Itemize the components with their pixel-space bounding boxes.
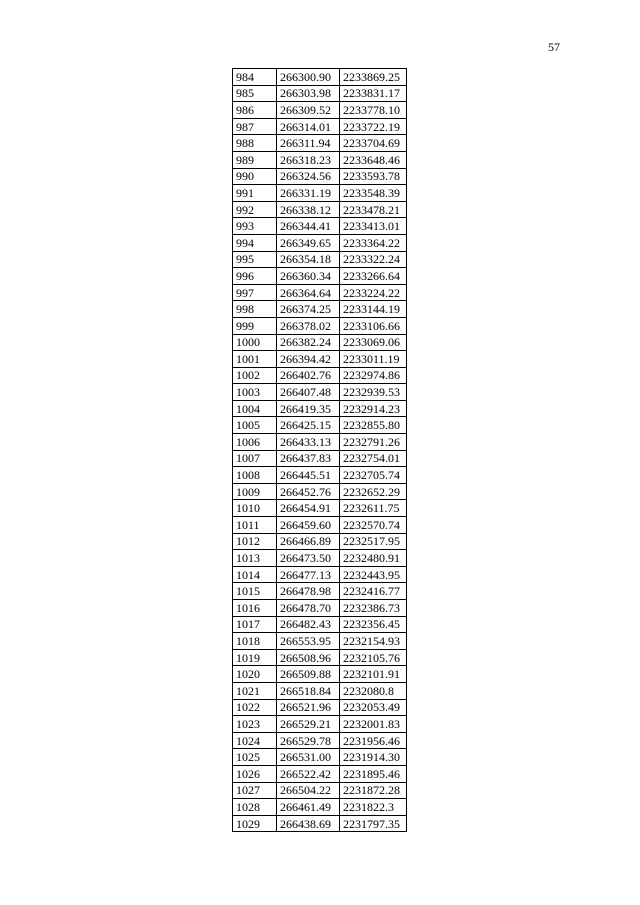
point-id-cell: 987 [233, 118, 277, 135]
table-row [233, 85, 407, 102]
point-id-cell: 1027 [233, 782, 277, 799]
y-coordinate-cell: 2232939.53 [340, 384, 407, 401]
x-coordinate-cell: 266459.60 [277, 517, 340, 534]
x-coordinate-cell: 266303.98 [277, 85, 340, 102]
table-row [233, 716, 407, 733]
x-coordinate-cell: 266354.18 [277, 251, 340, 268]
y-coordinate-cell: 2232754.01 [340, 450, 407, 467]
y-coordinate-cell: 2231797.35 [340, 815, 407, 832]
point-id-cell: 1004 [233, 400, 277, 417]
y-coordinate-cell: 2232001.83 [340, 716, 407, 733]
x-coordinate-cell: 266445.51 [277, 467, 340, 484]
y-coordinate-cell: 2232791.26 [340, 434, 407, 451]
x-coordinate-cell: 266419.35 [277, 400, 340, 417]
point-id-cell: 993 [233, 218, 277, 235]
table-row [233, 533, 407, 550]
x-coordinate-cell: 266331.19 [277, 185, 340, 202]
table-row [233, 201, 407, 218]
x-coordinate-cell: 266454.91 [277, 500, 340, 517]
table-row [233, 566, 407, 583]
table-row [233, 649, 407, 666]
coordinate-table-body [233, 69, 407, 832]
x-coordinate-cell: 266482.43 [277, 616, 340, 633]
y-coordinate-cell: 2233831.17 [340, 85, 407, 102]
x-coordinate-cell: 266461.49 [277, 799, 340, 816]
point-id-cell: 1023 [233, 716, 277, 733]
y-coordinate-cell: 2233011.19 [340, 351, 407, 368]
x-coordinate-cell: 266452.76 [277, 483, 340, 500]
x-coordinate-cell: 266378.02 [277, 317, 340, 334]
point-id-cell: 1026 [233, 765, 277, 782]
table-row [233, 782, 407, 799]
y-coordinate-cell: 2232652.29 [340, 483, 407, 500]
table-row [233, 268, 407, 285]
y-coordinate-cell: 2233478.21 [340, 201, 407, 218]
point-id-cell: 1016 [233, 600, 277, 617]
y-coordinate-cell: 2233869.25 [340, 69, 407, 86]
x-coordinate-cell: 266477.13 [277, 566, 340, 583]
table-row [233, 400, 407, 417]
y-coordinate-cell: 2233069.06 [340, 334, 407, 351]
y-coordinate-cell: 2233413.01 [340, 218, 407, 235]
table-row [233, 732, 407, 749]
table-row [233, 102, 407, 119]
table-row [233, 583, 407, 600]
table-row [233, 118, 407, 135]
y-coordinate-cell: 2232570.74 [340, 517, 407, 534]
x-coordinate-cell: 266402.76 [277, 367, 340, 384]
point-id-cell: 996 [233, 268, 277, 285]
x-coordinate-cell: 266504.22 [277, 782, 340, 799]
x-coordinate-cell: 266309.52 [277, 102, 340, 119]
table-row [233, 234, 407, 251]
y-coordinate-cell: 2232517.95 [340, 533, 407, 550]
y-coordinate-cell: 2233364.22 [340, 234, 407, 251]
table-row [233, 417, 407, 434]
table-row [233, 517, 407, 534]
x-coordinate-cell: 266437.83 [277, 450, 340, 467]
point-id-cell: 1003 [233, 384, 277, 401]
table-row [233, 550, 407, 567]
point-id-cell: 990 [233, 168, 277, 185]
y-coordinate-cell: 2233778.10 [340, 102, 407, 119]
point-id-cell: 1012 [233, 533, 277, 550]
point-id-cell: 995 [233, 251, 277, 268]
x-coordinate-cell: 266478.98 [277, 583, 340, 600]
table-row [233, 765, 407, 782]
y-coordinate-cell: 2232080.8 [340, 682, 407, 699]
y-coordinate-cell: 2233224.22 [340, 284, 407, 301]
x-coordinate-cell: 266529.78 [277, 732, 340, 749]
table-row [233, 699, 407, 716]
point-id-cell: 1010 [233, 500, 277, 517]
y-coordinate-cell: 2232053.49 [340, 699, 407, 716]
point-id-cell: 1014 [233, 566, 277, 583]
table-row [233, 69, 407, 86]
x-coordinate-cell: 266300.90 [277, 69, 340, 86]
x-coordinate-cell: 266433.13 [277, 434, 340, 451]
y-coordinate-cell: 2232101.91 [340, 666, 407, 683]
point-id-cell: 1002 [233, 367, 277, 384]
x-coordinate-cell: 266531.00 [277, 749, 340, 766]
point-id-cell: 1001 [233, 351, 277, 368]
x-coordinate-cell: 266382.24 [277, 334, 340, 351]
point-id-cell: 1024 [233, 732, 277, 749]
point-id-cell: 1013 [233, 550, 277, 567]
x-coordinate-cell: 266438.69 [277, 815, 340, 832]
x-coordinate-cell: 266509.88 [277, 666, 340, 683]
point-id-cell: 1019 [233, 649, 277, 666]
table-row [233, 434, 407, 451]
coordinate-table [232, 68, 407, 832]
point-id-cell: 1029 [233, 815, 277, 832]
y-coordinate-cell: 2233548.39 [340, 185, 407, 202]
y-coordinate-cell: 2231914.30 [340, 749, 407, 766]
point-id-cell: 992 [233, 201, 277, 218]
y-coordinate-cell: 2233704.69 [340, 135, 407, 152]
point-id-cell: 1009 [233, 483, 277, 500]
y-coordinate-cell: 2232386.73 [340, 600, 407, 617]
point-id-cell: 1017 [233, 616, 277, 633]
y-coordinate-cell: 2232416.77 [340, 583, 407, 600]
y-coordinate-cell: 2233722.19 [340, 118, 407, 135]
y-coordinate-cell: 2232611.75 [340, 500, 407, 517]
x-coordinate-cell: 266425.15 [277, 417, 340, 434]
y-coordinate-cell: 2232974.86 [340, 367, 407, 384]
table-row [233, 600, 407, 617]
y-coordinate-cell: 2231895.46 [340, 765, 407, 782]
point-id-cell: 1021 [233, 682, 277, 699]
y-coordinate-cell: 2232914.23 [340, 400, 407, 417]
table-row [233, 450, 407, 467]
x-coordinate-cell: 266522.42 [277, 765, 340, 782]
y-coordinate-cell: 2233322.24 [340, 251, 407, 268]
point-id-cell: 984 [233, 69, 277, 86]
table-row [233, 682, 407, 699]
y-coordinate-cell: 2233266.64 [340, 268, 407, 285]
table-row [233, 815, 407, 832]
table-row [233, 483, 407, 500]
x-coordinate-cell: 266518.84 [277, 682, 340, 699]
table-row [233, 251, 407, 268]
x-coordinate-cell: 266374.25 [277, 301, 340, 318]
point-id-cell: 1025 [233, 749, 277, 766]
point-id-cell: 1011 [233, 517, 277, 534]
x-coordinate-cell: 266529.21 [277, 716, 340, 733]
x-coordinate-cell: 266407.48 [277, 384, 340, 401]
y-coordinate-cell: 2232855.80 [340, 417, 407, 434]
point-id-cell: 1005 [233, 417, 277, 434]
point-id-cell: 998 [233, 301, 277, 318]
point-id-cell: 1020 [233, 666, 277, 683]
point-id-cell: 999 [233, 317, 277, 334]
point-id-cell: 1028 [233, 799, 277, 816]
x-coordinate-cell: 266338.12 [277, 201, 340, 218]
x-coordinate-cell: 266473.50 [277, 550, 340, 567]
y-coordinate-cell: 2231822.3 [340, 799, 407, 816]
x-coordinate-cell: 266364.64 [277, 284, 340, 301]
x-coordinate-cell: 266349.65 [277, 234, 340, 251]
table-row [233, 284, 407, 301]
x-coordinate-cell: 266360.34 [277, 268, 340, 285]
table-row [233, 135, 407, 152]
y-coordinate-cell: 2232105.76 [340, 649, 407, 666]
y-coordinate-cell: 2233144.19 [340, 301, 407, 318]
y-coordinate-cell: 2232356.45 [340, 616, 407, 633]
x-coordinate-cell: 266324.56 [277, 168, 340, 185]
point-id-cell: 986 [233, 102, 277, 119]
point-id-cell: 1000 [233, 334, 277, 351]
x-coordinate-cell: 266394.42 [277, 351, 340, 368]
y-coordinate-cell: 2231872.28 [340, 782, 407, 799]
y-coordinate-cell: 2232443.95 [340, 566, 407, 583]
y-coordinate-cell: 2233648.46 [340, 151, 407, 168]
table-row [233, 367, 407, 384]
x-coordinate-cell: 266478.70 [277, 600, 340, 617]
y-coordinate-cell: 2233106.66 [340, 317, 407, 334]
x-coordinate-cell: 266466.89 [277, 533, 340, 550]
table-row [233, 749, 407, 766]
y-coordinate-cell: 2232154.93 [340, 633, 407, 650]
point-id-cell: 989 [233, 151, 277, 168]
table-row [233, 185, 407, 202]
x-coordinate-cell: 266508.96 [277, 649, 340, 666]
table-row [233, 334, 407, 351]
table-row [233, 168, 407, 185]
table-row [233, 799, 407, 816]
x-coordinate-cell: 266311.94 [277, 135, 340, 152]
table-row [233, 500, 407, 517]
point-id-cell: 1018 [233, 633, 277, 650]
y-coordinate-cell: 2232705.74 [340, 467, 407, 484]
y-coordinate-cell: 2232480.91 [340, 550, 407, 567]
table-row [233, 384, 407, 401]
table-row [233, 218, 407, 235]
point-id-cell: 991 [233, 185, 277, 202]
table-row [233, 633, 407, 650]
x-coordinate-cell: 266314.01 [277, 118, 340, 135]
x-coordinate-cell: 266318.23 [277, 151, 340, 168]
point-id-cell: 1006 [233, 434, 277, 451]
table-row [233, 301, 407, 318]
page-number: 57 [548, 40, 560, 54]
table-row [233, 317, 407, 334]
point-id-cell: 985 [233, 85, 277, 102]
x-coordinate-cell: 266553.95 [277, 633, 340, 650]
point-id-cell: 1015 [233, 583, 277, 600]
point-id-cell: 997 [233, 284, 277, 301]
point-id-cell: 1008 [233, 467, 277, 484]
point-id-cell: 1022 [233, 699, 277, 716]
point-id-cell: 994 [233, 234, 277, 251]
y-coordinate-cell: 2233593.78 [340, 168, 407, 185]
point-id-cell: 988 [233, 135, 277, 152]
table-row [233, 666, 407, 683]
table-row [233, 467, 407, 484]
table-row [233, 351, 407, 368]
y-coordinate-cell: 2231956.46 [340, 732, 407, 749]
x-coordinate-cell: 266521.96 [277, 699, 340, 716]
point-id-cell: 1007 [233, 450, 277, 467]
table-row [233, 616, 407, 633]
x-coordinate-cell: 266344.41 [277, 218, 340, 235]
table-row [233, 151, 407, 168]
